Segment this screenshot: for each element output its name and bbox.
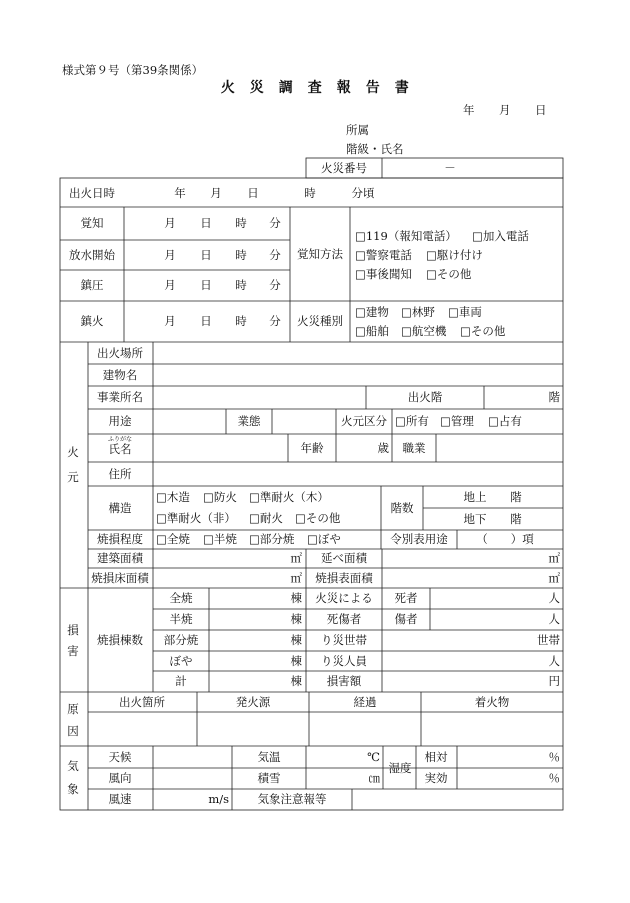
above-ground-label: 地上 xyxy=(463,490,487,504)
business-name-label: 事業所名 xyxy=(97,390,143,404)
wind-direction-label: 風向 xyxy=(108,771,132,785)
date-year: 年 xyxy=(463,103,475,117)
total-floor-area-label: 延べ面積 xyxy=(321,551,367,565)
snow-label: 積雪 xyxy=(257,771,281,785)
snow-unit: ㎝ xyxy=(368,771,380,785)
relative-humidity-unit: ％ xyxy=(548,750,560,764)
outbreak-datetime-label: 出火日時 xyxy=(69,186,115,200)
name-ruby: ふりがな xyxy=(108,436,133,443)
annex-item: （ ）項 xyxy=(476,532,534,546)
page-title: 火 災 調 査 報 告 書 xyxy=(220,80,410,96)
water-start-month-unit: 月 xyxy=(164,248,176,262)
count-total-burn: 全焼 xyxy=(169,591,193,605)
extinguished-minute-unit: 分 xyxy=(269,314,281,328)
cause-origin-point-header: 出火箇所 xyxy=(119,695,165,709)
water-start-minute-unit: 分 xyxy=(269,248,281,262)
cause-first-ignited-header: 着火物 xyxy=(474,695,510,709)
age-label: 年齢 xyxy=(300,441,324,455)
fire-type-label: 火災種別 xyxy=(297,314,343,328)
damage-option-total[interactable]: □全焼 xyxy=(156,532,190,546)
outbreak-day-unit: 日 xyxy=(247,186,259,200)
address-label: 住所 xyxy=(108,467,132,481)
cause-process-header: 経過 xyxy=(353,695,377,709)
casualties-label: 死傷者 xyxy=(326,612,362,626)
damage-option-partial[interactable]: □部分焼 xyxy=(249,532,295,546)
detection-option-rush[interactable]: □駆け付け xyxy=(426,248,483,262)
below-ground-label: 地下 xyxy=(463,512,487,526)
count-partial-burn: 部分焼 xyxy=(163,633,199,647)
weather-section-label-2: 象 xyxy=(67,782,79,796)
weather-advisory-label: 気象注意報等 xyxy=(257,792,327,806)
injured-unit: 人 xyxy=(548,612,560,626)
unit-building-1: 棟 xyxy=(290,591,302,605)
yen-unit: 円 xyxy=(548,674,560,688)
households-unit: 世帯 xyxy=(537,633,560,647)
outbreak-year-unit: 年 xyxy=(174,186,186,200)
burned-surface-area-unit: ㎡ xyxy=(548,571,560,585)
fire-floor-unit: 階 xyxy=(548,390,560,404)
origin-section-label-1: 火 xyxy=(67,445,79,459)
unit-building-5: 棟 xyxy=(290,674,302,688)
annex-usage-label: 令別表用途 xyxy=(390,532,448,546)
extinguished-month-unit: 月 xyxy=(164,314,176,328)
fire-location-label: 出火場所 xyxy=(97,346,143,360)
weather-section-label-1: 気 xyxy=(67,759,79,773)
structure-option-fireproof[interactable]: □防火 xyxy=(203,490,237,504)
suppression-hour-unit: 時 xyxy=(235,278,247,292)
unit-building-3: 棟 xyxy=(290,633,302,647)
displaced-households-label: り災世帯 xyxy=(321,633,367,647)
count-total: 計 xyxy=(175,674,187,688)
structure-option-semi-non[interactable]: □準耐火（非） xyxy=(156,511,236,525)
business-type-label: 業態 xyxy=(237,414,261,428)
detection-option-other[interactable]: □その他 xyxy=(426,267,472,281)
occupation-label: 職業 xyxy=(402,441,426,455)
wind-speed-label: 風速 xyxy=(108,792,132,806)
age-unit: 歳 xyxy=(377,441,389,455)
below-ground-unit: 階 xyxy=(510,512,522,526)
fire-type-aircraft[interactable]: □航空機 xyxy=(401,324,447,338)
loss-amount-label: 損害額 xyxy=(326,674,362,688)
injured-label: 傷者 xyxy=(394,612,418,626)
damage-option-half[interactable]: □半焼 xyxy=(203,532,237,546)
detection-option-police-phone[interactable]: □警察電話 xyxy=(355,248,412,262)
fire-type-ship[interactable]: □船舶 xyxy=(355,324,389,338)
total-floor-area-unit: ㎡ xyxy=(548,551,560,565)
fire-type-vehicle[interactable]: □車両 xyxy=(448,305,482,319)
unit-building-2: 棟 xyxy=(290,612,302,626)
cause-section-label-2: 因 xyxy=(67,724,79,738)
suppression-day-unit: 日 xyxy=(200,278,212,292)
structure-label: 構造 xyxy=(108,501,132,515)
structure-option-wood[interactable]: □木造 xyxy=(156,490,190,504)
name-label: 氏名 xyxy=(108,442,132,456)
fire-floor-label: 出火階 xyxy=(407,390,443,404)
damage-section-label-1: 損 xyxy=(67,623,79,637)
cause-section-label-1: 原 xyxy=(67,702,79,716)
detection-hour-unit: 時 xyxy=(235,216,247,230)
effective-humidity-unit: ％ xyxy=(548,771,560,785)
outbreak-minute-unit: 分頃 xyxy=(351,186,375,200)
detection-day-unit: 日 xyxy=(200,216,212,230)
damage-degree-label: 焼損程度 xyxy=(97,532,143,546)
detection-method-label: 覚知方法 xyxy=(297,247,343,261)
count-half-burn: 半焼 xyxy=(169,612,193,626)
date-month: 月 xyxy=(499,103,511,117)
origin-option-occupant[interactable]: □占有 xyxy=(488,414,522,428)
humidity-label: 湿度 xyxy=(388,761,412,775)
building-area-label: 建築面積 xyxy=(97,551,143,565)
detection-option-after-hearing[interactable]: □事後聞知 xyxy=(355,267,412,281)
fire-number-value[interactable]: － xyxy=(444,161,456,175)
structure-option-semi-wood[interactable]: □準耐火（木） xyxy=(249,490,329,504)
rank-name-label: 階級・氏名 xyxy=(346,142,404,156)
fire-type-other[interactable]: □その他 xyxy=(460,324,506,338)
date-day: 日 xyxy=(535,103,547,117)
unit-building-4: 棟 xyxy=(290,654,302,668)
detection-month-unit: 月 xyxy=(164,216,176,230)
fire-number-label: 火災番号 xyxy=(321,161,367,175)
cause-ignition-source-header: 発火源 xyxy=(235,695,271,709)
water-start-day-unit: 日 xyxy=(200,248,212,262)
detection-option-119[interactable]: □119（報知電話） xyxy=(355,229,457,243)
burned-floor-area-label: 焼損床面積 xyxy=(91,571,149,585)
origin-class-label: 火元区分 xyxy=(341,414,387,428)
damage-option-minor[interactable]: □ぼや xyxy=(307,532,341,546)
relative-humidity-label: 相対 xyxy=(424,750,448,764)
outbreak-month-unit: 月 xyxy=(210,186,222,200)
burned-floor-area-unit: ㎡ xyxy=(290,571,302,585)
temperature-label: 気温 xyxy=(257,750,281,764)
form-number: 様式第９号（第39条関係） xyxy=(62,63,204,77)
building-area-unit: ㎡ xyxy=(290,551,302,565)
dead-unit: 人 xyxy=(548,591,560,605)
fire-type-forest[interactable]: □林野 xyxy=(401,305,435,319)
displaced-persons-label: り災人員 xyxy=(321,654,367,668)
temperature-unit: ℃ xyxy=(367,750,380,764)
origin-option-manager[interactable]: □管理 xyxy=(440,414,474,428)
by-fire-label: 火災による xyxy=(315,591,373,605)
above-ground-unit: 階 xyxy=(510,490,522,504)
water-start-hour-unit: 時 xyxy=(235,248,247,262)
suppression-month-unit: 月 xyxy=(164,278,176,292)
extinguished-hour-unit: 時 xyxy=(235,314,247,328)
extinguished-label: 鎮火 xyxy=(80,314,104,328)
origin-option-owner[interactable]: □所有 xyxy=(395,414,429,428)
dead-label: 死者 xyxy=(394,591,418,605)
weather-label: 天候 xyxy=(108,750,132,764)
water-start-label: 放水開始 xyxy=(69,248,115,262)
extinguished-day-unit: 日 xyxy=(200,314,212,328)
suppression-label: 鎮圧 xyxy=(80,278,104,292)
burned-surface-area-label: 焼損表面積 xyxy=(315,571,373,585)
affiliation-label: 所属 xyxy=(346,123,369,137)
structure-option-other[interactable]: □その他 xyxy=(295,511,341,525)
usage-label: 用途 xyxy=(108,414,132,428)
damage-section-label-2: 害 xyxy=(67,644,79,658)
floors-label: 階数 xyxy=(390,501,414,515)
building-name-label: 建物名 xyxy=(102,368,138,382)
detection-option-subscriber-phone[interactable]: □加入電話 xyxy=(472,229,529,243)
structure-option-fire-resistant[interactable]: □耐火 xyxy=(249,511,283,525)
burned-count-label: 焼損棟数 xyxy=(97,633,143,647)
outbreak-hour-unit: 時 xyxy=(304,186,316,200)
fire-type-building[interactable]: □建物 xyxy=(355,305,389,319)
detection-label: 覚知 xyxy=(80,216,104,230)
detection-minute-unit: 分 xyxy=(269,216,281,230)
origin-section-label-2: 元 xyxy=(67,470,79,484)
persons-unit: 人 xyxy=(548,654,560,668)
wind-speed-unit: m/s xyxy=(208,792,229,806)
count-minor-burn: ぼや xyxy=(169,654,193,668)
effective-humidity-label: 実効 xyxy=(424,771,448,785)
suppression-minute-unit: 分 xyxy=(269,278,281,292)
